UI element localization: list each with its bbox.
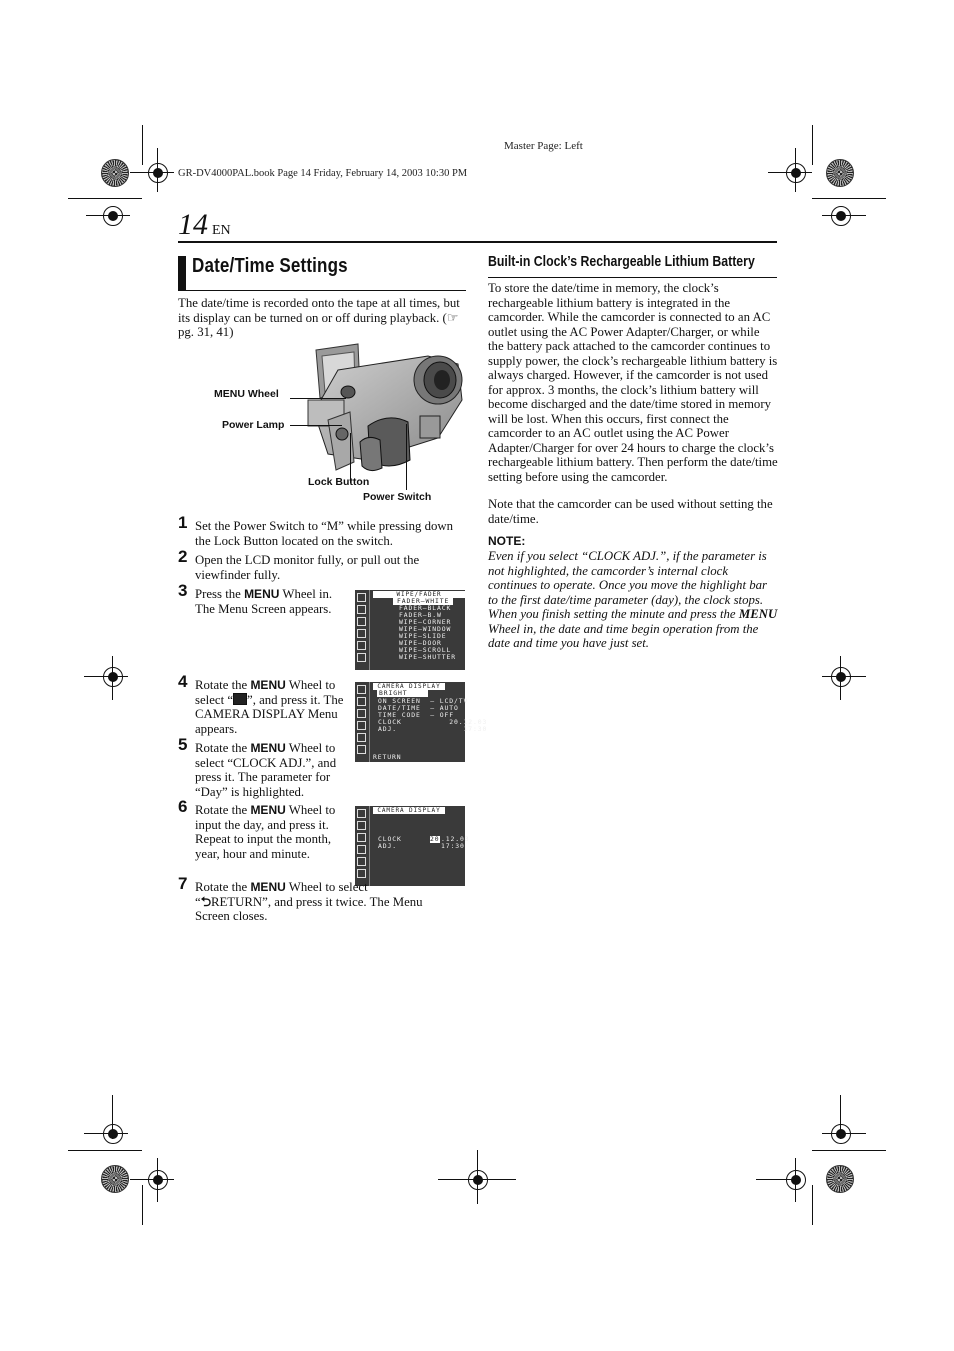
crosshair-mark (468, 1170, 488, 1190)
crosshair-mark (103, 667, 123, 687)
step-text-2: Open the LCD monitor fully, or pull out the viewfinder fully. (195, 553, 420, 582)
screen2-row-4: TIME CODE – OFF (378, 711, 454, 719)
screen1-row-1: FADER–WHITE (393, 598, 453, 605)
menu-screen-clock-adj (355, 806, 470, 886)
screen3-adj: ADJ. (378, 842, 397, 850)
menu-wheel-label: MENU Wheel (214, 388, 279, 400)
screen3-clock: CLOCK (378, 835, 402, 843)
intro-text: The date/time is recorded onto the tape at all times, but its display can be turned on or off during playback. (☞ pg. 31, 41) (178, 296, 460, 339)
screen1-row-8: WIPE–SCROLL (399, 646, 452, 654)
section-title-rule (488, 277, 777, 278)
screen3-day: 20 (430, 835, 440, 843)
screen2-row-2: ON SCREEN – LCD/TV (378, 697, 469, 705)
screen1-row-6: WIPE–SLIDE (399, 632, 447, 640)
screen2-row-3: DATE/TIME – AUTO (378, 704, 459, 712)
crosshair-mark (103, 206, 123, 226)
crosshair-mark (831, 1124, 851, 1144)
screen1-header: WIPE/FADER (373, 591, 465, 598)
screen2-row-1: BRIGHT (377, 690, 428, 697)
screen1-row-3: FADER–B.W (399, 611, 442, 619)
screen1-row-4: WIPE–CORNER (399, 618, 452, 626)
screen2-row-6: ADJ. 17:30 (378, 725, 488, 733)
callout-line (290, 398, 346, 399)
screen2-footer: RETURN (373, 753, 402, 761)
header-rule (178, 241, 777, 243)
screen1-row-2: FADER–BLACK (399, 604, 452, 612)
color-wheel-mark (101, 1165, 129, 1193)
step-text-7: Rotate the MENU Wheel to select “⮌RETURN”, and press it twice. The Menu Screen closes. (195, 880, 423, 924)
crosshair-mark (831, 667, 851, 687)
crosshair-mark (786, 1170, 806, 1190)
screen1-row-5: WIPE–WINDOW (399, 625, 452, 633)
page-lang: EN (212, 223, 231, 238)
master-page-label: Master Page: Left (504, 140, 583, 152)
step-text-3: Press the MENU Wheel in. The Menu Screen appears. (195, 587, 333, 616)
screen1-row-9: WIPE–SHUTTER (399, 653, 456, 661)
section-title-battery: Built-in Clock’s Rechargeable Lithium Battery (488, 253, 755, 270)
battery-paragraph-2: Note that the camcorder can be used without setting the date/time. (488, 497, 773, 526)
step-text-6: Rotate the MENU Wheel to input the day, and press it. Repeat to input the month, year, hour and minute. (195, 803, 336, 861)
page-number (178, 208, 231, 242)
crosshair-mark (103, 1124, 123, 1144)
callout-line (406, 424, 407, 490)
step-number-5: 5 (178, 735, 188, 754)
crosshair-mark (831, 206, 851, 226)
step-number-3: 3 (178, 581, 188, 600)
page-title: Date/Time Settings (192, 255, 348, 277)
color-wheel-mark (826, 1165, 854, 1193)
screen3-header: CAMERA DISPLAY (373, 807, 445, 814)
camera-display-icon (233, 693, 247, 705)
screen2-header: CAMERA DISPLAY (373, 683, 445, 690)
title-bar (178, 256, 186, 290)
battery-paragraph-1: To store the date/time in memory, the clock’s rechargeable lithium battery is integrated in the camcorder. While the camcorder is connected to an AC outlet using the AC Power Adapter/Charger, or while the battery pack attached to the camcorder continues to supply power, the clock’s rechargeable lithium battery is always charged. However, if the camcorder is not used for approx. 3 months, the clock’s lithium battery will become discharged and the date/time stored in memory will be lost. When this occurs, first connect the camcorder to an AC outlet using the AC Power Adapter/Charger for over 24 hours to charge the clock’s rechargeable lithium battery. Then perform the date/time setting before using the camcorder. (488, 281, 778, 484)
step-number-4: 4 (178, 672, 188, 691)
step-number-2: 2 (178, 547, 188, 566)
screen3-date-rest: .12.03 (441, 835, 470, 843)
screen1-row-7: WIPE–DOOR (399, 639, 442, 647)
power-switch-label: Power Switch (363, 491, 432, 503)
power-lamp-label: Power Lamp (222, 419, 285, 431)
book-info: GR-DV4000PAL.book Page 14 Friday, February 14, 2003 10:30 PM (178, 168, 468, 179)
screen3-time: 17:30 (441, 842, 465, 850)
step-number-1: 1 (178, 513, 188, 532)
note-text: Even if you select “CLOCK ADJ.”, if the parameter is not highlighted, the camcorder’s internal clock continues to operate. Once you move the highlight bar to the first date/time parameter (day), the clock stops. When you finish setting the minute and press the MENU Wheel in, the date and time begin operation from the date and time you have just set. (488, 549, 778, 650)
camcorder-illustration (298, 342, 468, 482)
color-wheel-mark (101, 159, 129, 187)
step-text-5: Rotate the MENU Wheel to select “CLOCK ADJ.”, and press it. The parameter for “Day” is highlighted. (195, 741, 337, 799)
note-heading: NOTE: (488, 534, 526, 548)
screen2-row-5: CLOCK 20.12.03 (378, 718, 488, 726)
crosshair-mark (786, 163, 806, 183)
step-text-4: Rotate the MENU Wheel to select “ ”, and press it. The CAMERA DISPLAY Menu appears. (195, 678, 344, 736)
crosshair-mark (148, 1170, 168, 1190)
crosshair-mark (148, 163, 168, 183)
lock-button-label: Lock Button (308, 476, 370, 488)
step-number-7: 7 (178, 874, 188, 893)
menu-screen-camera-display (355, 682, 488, 762)
return-icon: ⮌ (200, 894, 211, 909)
step-text-1: Set the Power Switch to “M” while pressing down the Lock Button located on the switch. (195, 519, 454, 548)
color-wheel-mark (826, 159, 854, 187)
callout-line (290, 425, 342, 426)
page-number-value: 14 (178, 208, 208, 241)
title-underline (178, 290, 466, 291)
step-number-6: 6 (178, 797, 188, 816)
menu-screen-wipe-fader (355, 590, 465, 670)
